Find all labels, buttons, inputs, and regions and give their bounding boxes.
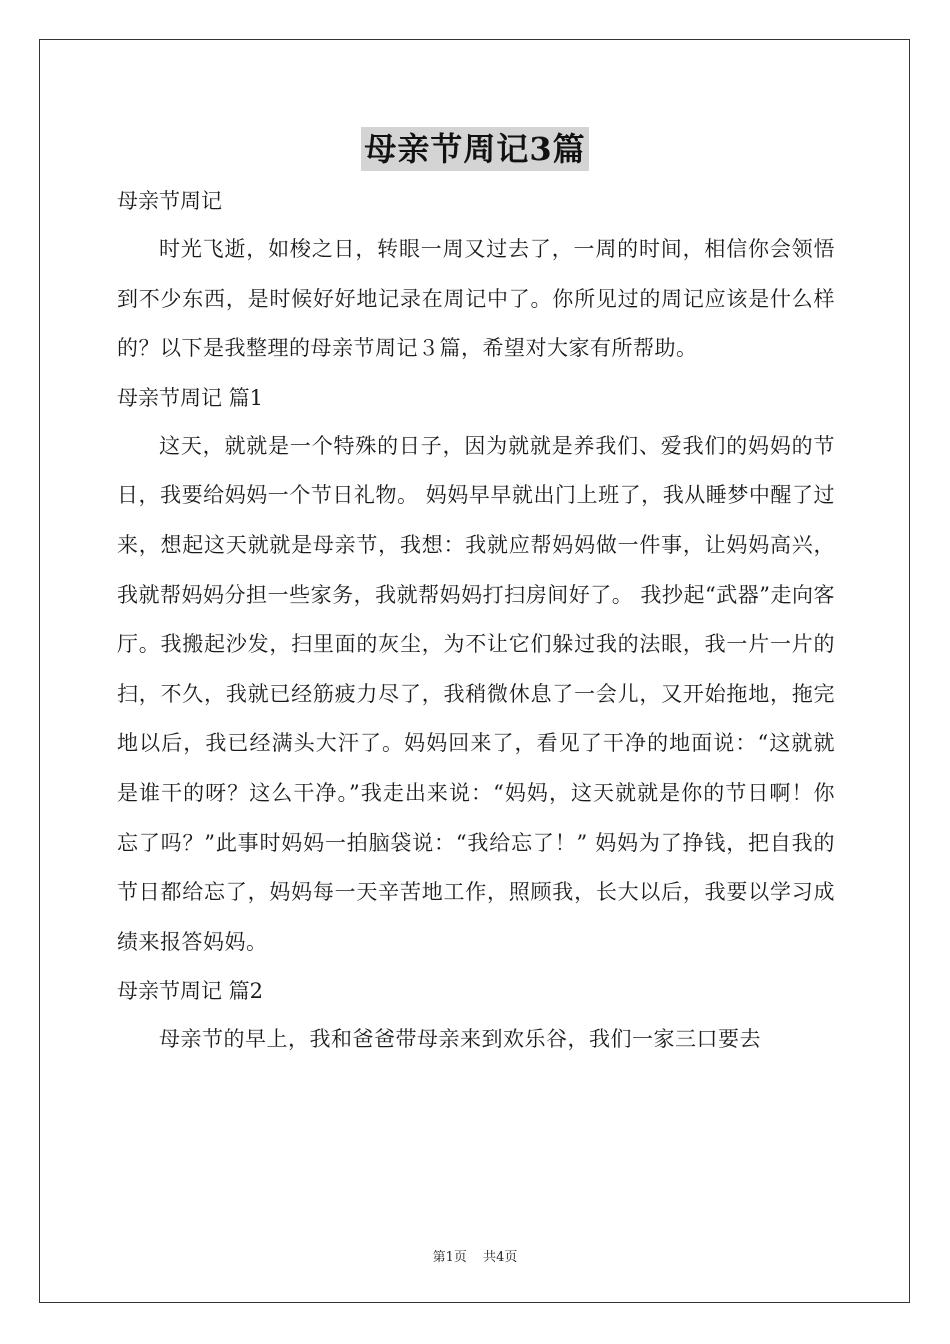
page-number: 第1页 — [432, 1250, 467, 1265]
document-body — [117, 177, 835, 1065]
page-footer — [0, 1246, 950, 1265]
section-heading-1: 母亲节周记 篇1 — [117, 385, 264, 410]
page-total: 共4页 — [483, 1250, 518, 1265]
section-heading-intro: 母亲节周记 — [117, 189, 222, 213]
title-container — [0, 127, 950, 171]
section-paragraph-1: 这天，就就是一个特殊的日子，因为就就是养我们、爱我们的妈妈的节日，我要给妈妈一个节日礼物。 妈妈早早就出门上班了，我从睡梦中醒了过来，想起这天就就是母亲节，我想：我就应帮妈妈做一件事，让妈妈高兴，我就帮妈妈分担一些家务，我就帮妈妈打扫房间好了。 我抄起“武器”走向客厅。我搬起沙发，扫里面的灰尘，为不让它们躲过我的法眼，我一片一片的扫，不久，我就已经筋疲力尽了，我稍微休息了一会儿，又开始拖地，拖完地以后，我已经满头大汗了。妈妈回来了，看见了干净的地面说：“这就就是谁干的呀？这么干净。”我走出来说：“妈妈，这天就就是你的节日啊！你忘了吗？”此事时妈妈一拍脑袋说：“我给忘了！” 妈妈为了挣钱，把自我的节日都给忘了，妈妈每一天辛苦地工作，照顾我，长大以后，我要以学习成绩来报答妈妈。 — [117, 433, 835, 954]
document-title: 母亲节周记3篇 — [361, 127, 588, 171]
section-paragraph-intro: 时光飞逝，如梭之日，转眼一周又过去了，一周的时间，相信你会领悟到不少东西，是时候好好地记录在周记中了。你所见过的周记应该是什么样的？以下是我整理的母亲节周记３篇，希望对大家有所帮助。 — [117, 237, 835, 361]
section-heading-2: 母亲节周记 篇2 — [117, 979, 264, 1004]
section-paragraph-2: 母亲节的早上，我和爸爸带母亲来到欢乐谷，我们一家三口要去 — [159, 1027, 761, 1052]
